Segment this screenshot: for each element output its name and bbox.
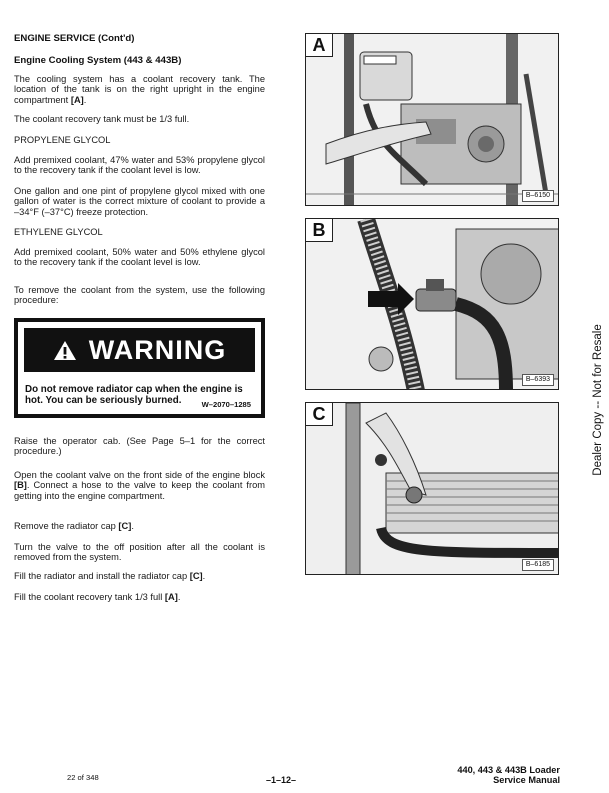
paragraph-procedure-intro: To remove the coolant from the system, use the following procedure: [14, 285, 265, 306]
propylene-heading: PROPYLENE GLYCOL [14, 135, 111, 145]
warning-code: W–2070–1285 [201, 400, 251, 409]
step-text: Fill the coolant recovery tank 1/3 full [14, 592, 163, 602]
paragraph-tank-level: The coolant recovery tank must be 1/3 full. [14, 114, 190, 124]
figure-b-illustration [306, 219, 559, 390]
step-fill-recovery-tank: Fill the coolant recovery tank 1/3 full [A]. [14, 592, 181, 602]
step-text: Open the coolant valve on the front side of the engine block [14, 470, 265, 480]
figure-c-label: C [306, 403, 333, 426]
step-turn-valve-off: Turn the valve to the off position after all the coolant is removed from the system. [14, 542, 265, 563]
paragraph-recovery-tank: The cooling system has a coolant recovery tank. The location of the tank is on the right upright in the engine compartment [A]. [14, 74, 265, 105]
manual-title [457, 765, 560, 785]
figure-a-illustration [306, 34, 559, 206]
figure-ref-c: [C] [118, 521, 132, 531]
figure-c [305, 402, 559, 575]
figure-b [305, 218, 559, 390]
figure-ref-c: [C] [189, 571, 203, 581]
subsection-title: Engine Cooling System (443 & 443B) [14, 55, 182, 66]
step-text: Fill the radiator and install the radiator cap [14, 571, 188, 581]
step-fill-radiator: Fill the radiator and install the radiator cap [C]. [14, 571, 206, 581]
figure-a-code: B–6150 [522, 190, 554, 202]
step-text: Remove the radiator cap [14, 521, 116, 531]
paragraph-propylene-mix: Add premixed coolant, 47% water and 53% propylene glycol to the recovery tank if the coolant level is low. [14, 155, 265, 176]
figure-ref-b: [B] [14, 480, 27, 491]
warning-message: Do not remove radiator cap when the engine is hot. You can be seriously burned. [25, 384, 243, 406]
paragraph-ethylene-mix: Add premixed coolant, 50% water and 50% ethylene glycol to the recovery tank if the coolant level is low. [14, 247, 265, 268]
step-remove-cap: Remove the radiator cap [C]. [14, 521, 134, 531]
manual-title-line2: Service Manual [493, 775, 560, 785]
step-open-valve [14, 470, 265, 501]
figure-b-label: B [306, 219, 333, 242]
figure-a-label: A [306, 34, 333, 57]
figure-ref-a: [A] [164, 592, 178, 602]
page-count: 22 of 348 [67, 773, 99, 782]
section-title: ENGINE SERVICE (Cont'd) [14, 33, 135, 44]
figure-ref-a: [A] [70, 94, 84, 105]
manual-title-line1: 440, 443 & 443B Loader [457, 765, 560, 775]
page-number: –1–12– [266, 775, 297, 785]
warning-title: WARNING [88, 334, 227, 365]
step-text: . Connect a hose to the valve to keep the coolant from getting into the engine compartment. [14, 480, 265, 501]
warning-banner [24, 328, 255, 372]
figure-b-code: B–6393 [522, 374, 554, 386]
warning-triangle-icon [53, 340, 77, 361]
paragraph-freeze-protection: One gallon and one pint of propylene glycol mixed with one gallon of water is the correct mixture of coolant to provide a –34°F (–37°C) freeze protection. [14, 186, 265, 217]
ethylene-heading: ETHYLENE GLYCOL [14, 227, 103, 237]
figure-c-illustration [306, 403, 559, 575]
dealer-copy-text: Dealer Copy -- Not for Resale [592, 324, 604, 476]
figure-a [305, 33, 559, 206]
warning-box [14, 318, 265, 418]
paragraph-text: The cooling system has a coolant recovery tank. The location of the tank is on the right upright in the engine compartment [14, 74, 265, 105]
figure-c-code: B–6185 [522, 559, 554, 571]
dealer-copy-notice [583, 300, 609, 500]
step-raise-cab: Raise the operator cab. (See Page 5–1 for the correct procedure.) [14, 436, 265, 457]
